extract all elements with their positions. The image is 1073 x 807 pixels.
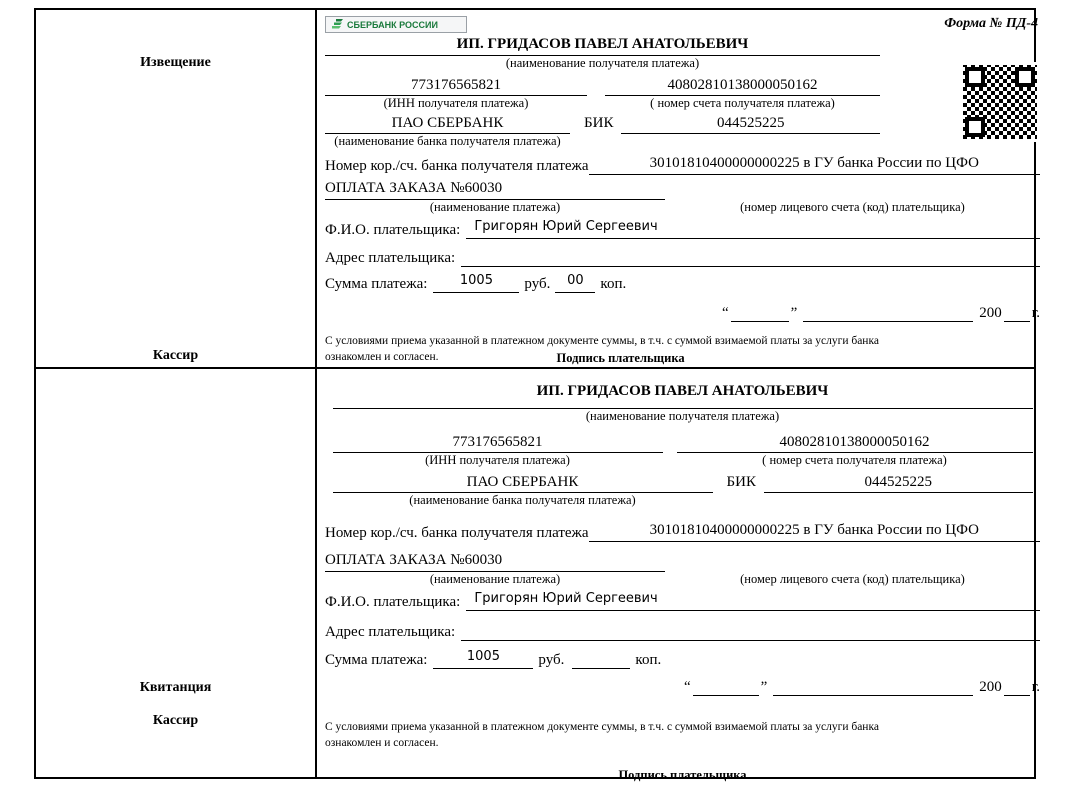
date-month-top[interactable] — [803, 321, 973, 322]
qr-code — [960, 62, 1040, 142]
terms-line2-bottom: ознакомлен и согласен. — [325, 736, 439, 749]
bank-caption-top: (наименование банка получателя платежа) — [334, 134, 561, 148]
signature-label-bottom: Подпись плательщика — [618, 768, 747, 783]
address-label-top: Адрес плательщика: — [325, 250, 456, 266]
corr-label-top: Номер кор./сч. банка получателя платежа — [325, 158, 589, 174]
amount-rub-bottom[interactable]: 1005 — [433, 649, 533, 669]
form-number: Форма № ПД-4 — [944, 16, 1038, 31]
address-value-top[interactable] — [461, 247, 1040, 267]
notice-section — [36, 10, 1040, 369]
account-value-bottom: 40802810138000050162 — [677, 434, 1033, 453]
personal-account-caption-top: (номер лицевого счета (код) плательщика) — [740, 200, 965, 214]
inn-caption-bottom: (ИНН получателя платежа) — [425, 453, 570, 467]
inn-value-top: 773176565821 — [325, 77, 587, 96]
amount-label-top: Сумма платежа: — [325, 276, 428, 292]
amount-label-bottom: Сумма платежа: — [325, 652, 428, 668]
purpose-value-top: ОПЛАТА ЗАКАЗА №60030 — [325, 180, 665, 200]
amount-rub-top[interactable]: 1005 — [433, 273, 519, 293]
date-quote-open-top: “ — [721, 305, 729, 321]
recipient-name-top: ИП. ГРИДАСОВ ПАВЕЛ АНАТОЛЬЕВИЧ — [456, 36, 749, 52]
recipient-caption-top: (наименование получателя платежа) — [505, 56, 700, 70]
corr-label-bottom: Номер кор./сч. банка получателя платежа — [325, 525, 589, 541]
receipt-section — [36, 369, 1040, 783]
corr-value-bottom: 30101810400000000225 в ГУ банка России по ЦФО — [589, 522, 1040, 542]
date-year-digits-bottom[interactable] — [1004, 695, 1030, 696]
signature-label-top: Подпись плательщика — [556, 350, 685, 365]
date-year-bottom: 200 — [979, 679, 1002, 695]
date-day-bottom[interactable] — [693, 695, 759, 696]
receipt-left-column — [36, 369, 317, 777]
account-caption-top: ( номер счета получателя платежа) — [650, 96, 835, 110]
bank-name-bottom: ПАО СБЕРБАНК — [333, 474, 713, 493]
bik-label-bottom: БИК — [726, 474, 756, 490]
account-value-top: 40802810138000050162 — [605, 77, 880, 96]
inn-value-bottom: 773176565821 — [333, 434, 663, 453]
account-caption-bottom: ( номер счета получателя платежа) — [762, 453, 947, 467]
terms-line1-top: С условиями приема указанной в платежном документе суммы, в т.ч. с суммой взимаемой платы за услуги банка — [325, 335, 879, 347]
address-label-bottom: Адрес плательщика: — [325, 624, 456, 640]
bik-label-top: БИК — [584, 115, 614, 131]
personal-account-caption-bottom: (номер лицевого счета (код) плательщика) — [740, 572, 965, 586]
date-month-bottom[interactable] — [773, 695, 973, 696]
recipient-name-bottom: ИП. ГРИДАСОВ ПАВЕЛ АНАТОЛЬЕВИЧ — [536, 383, 829, 399]
bik-value-top: 044525225 — [621, 115, 880, 134]
payment-form — [34, 8, 1040, 783]
date-year-suffix-top: г. — [1031, 305, 1040, 321]
purpose-value-bottom: ОПЛАТА ЗАКАЗА №60030 — [325, 552, 665, 572]
payer-value-top[interactable]: Григорян Юрий Сергеевич — [466, 219, 1040, 239]
rub-word-top: руб. — [524, 276, 551, 292]
rub-word-bottom: руб. — [538, 652, 565, 668]
label-cashier-top: Кассир — [152, 348, 199, 363]
inn-caption-top: (ИНН получателя платежа) — [383, 96, 529, 110]
terms-line2-top: ознакомлен и согласен. — [325, 350, 439, 363]
date-quote-close-top: ” — [790, 305, 798, 321]
purpose-caption-top: (наименование платежа) — [429, 200, 561, 214]
sberbank-logo-icon — [328, 18, 344, 31]
payer-label-top: Ф.И.О. плательщика: — [325, 222, 461, 238]
purpose-caption-bottom: (наименование платежа) — [429, 572, 561, 586]
terms-line1-bottom: С условиями приема указанной в платежном документе суммы, в т.ч. с суммой взимаемой платы за услуги банка — [325, 721, 879, 733]
receipt-right-column — [317, 369, 1048, 783]
date-quote-close-bottom: ” — [760, 679, 768, 695]
kop-word-bottom: коп. — [635, 652, 662, 668]
date-year-digits-top[interactable] — [1004, 321, 1030, 322]
date-year-suffix-bottom: г. — [1031, 679, 1040, 695]
corr-value-top: 30101810400000000225 в ГУ банка России по ЦФО — [589, 155, 1040, 175]
sberbank-logo-text: СБЕРБАНК РОССИИ — [347, 19, 438, 30]
recipient-caption-bottom: (наименование получателя платежа) — [585, 409, 780, 423]
amount-kop-top[interactable]: 00 — [555, 273, 595, 293]
label-receipt: Квитанция — [139, 680, 212, 695]
kop-word-top: коп. — [600, 276, 627, 292]
notice-right-column — [317, 10, 1048, 367]
date-quote-open-bottom: “ — [683, 679, 691, 695]
payer-label-bottom: Ф.И.О. плательщика: — [325, 594, 461, 610]
bank-caption-bottom: (наименование банка получателя платежа) — [409, 493, 636, 507]
payer-value-bottom[interactable]: Григорян Юрий Сергеевич — [466, 591, 1040, 611]
date-day-top[interactable] — [731, 321, 789, 322]
label-cashier-bottom: Кассир — [152, 713, 199, 728]
bank-name-top: ПАО СБЕРБАНК — [325, 115, 570, 134]
notice-left-column — [36, 10, 317, 367]
sberbank-logo — [325, 16, 467, 33]
label-notice: Извещение — [140, 55, 211, 70]
address-value-bottom[interactable] — [461, 621, 1040, 641]
amount-kop-bottom[interactable] — [572, 649, 630, 669]
bik-value-bottom: 044525225 — [764, 474, 1033, 493]
date-year-top: 200 — [979, 305, 1002, 321]
